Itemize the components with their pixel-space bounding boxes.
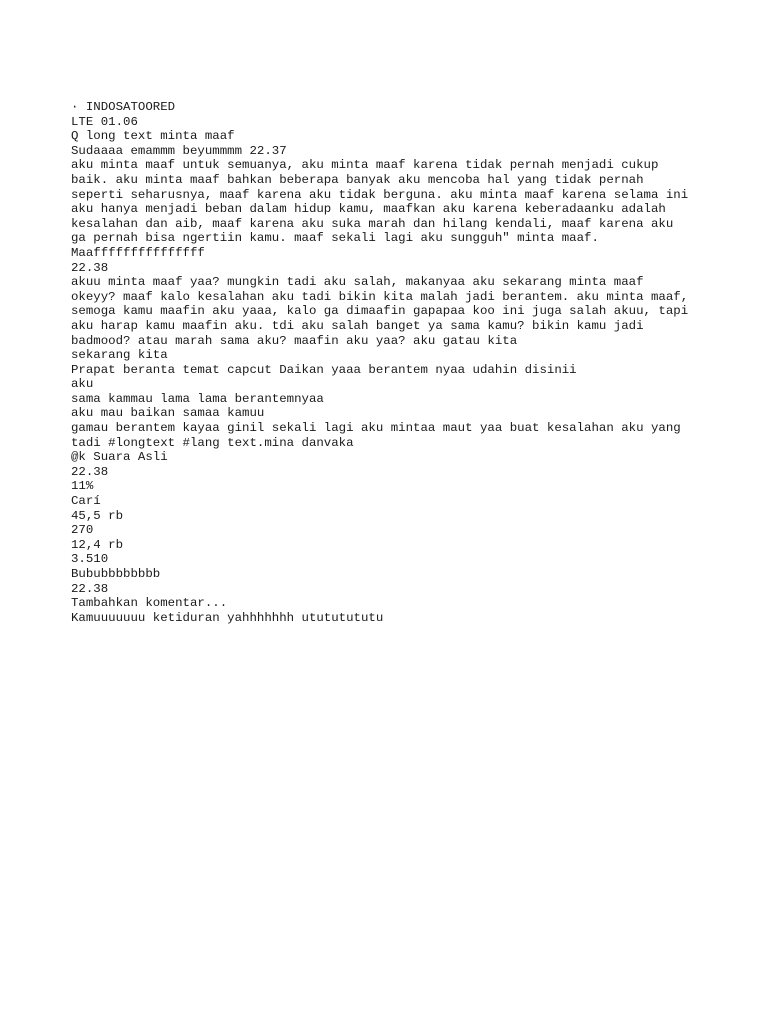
search-button[interactable]: Carí: [71, 494, 101, 509]
comment-body-line: aku minta maaf untuk semuanya, aku minta maaf karena tidak pernah menjadi cukup: [71, 158, 659, 173]
share-count[interactable]: 3.510: [71, 552, 109, 567]
overlay-text-line: tadi #longtext #lang text.mina danvaka: [71, 435, 354, 450]
battery-level: 11%: [71, 479, 94, 494]
network-time-label: LTE 01.06: [71, 114, 138, 129]
comment-body-line: badmood? atau marah sama aku? maafin aku yaa? aku gatau kita: [71, 333, 518, 348]
comment-body-line: kesalahan dan aib, maaf karena aku suka marah dan hilang kendali, maaf karena aku: [71, 216, 674, 231]
like-count[interactable]: 45,5 rb: [71, 508, 124, 523]
comment-body-line: okeyy? maaf kalo kesalahan aku tadi bikin kita malah jadi berantem. aku minta maaf,: [71, 289, 689, 304]
comment-body-line: aku hanya menjadi beban dalam hidup kamu, maafkan aku karena keberadaanku adalah: [71, 202, 666, 217]
comment-count[interactable]: 270: [71, 523, 94, 538]
reply-time: 22.38: [71, 581, 109, 596]
comment-body-line: baik. aku minta maaf bahkan beberapa banyak aku mencoba hal yang tidak pernah: [71, 172, 644, 187]
comment-body-line: semoga kamu maafin aku yaaa, kalo ga dimaafin gapapaa koo ini juga salah akuu, tapi: [71, 304, 689, 319]
last-comment: Kamuuuuuuu ketiduran yahhhhhhh utututututu: [71, 610, 384, 625]
comment-body-line: akuu minta maaf yaa? mungkin tadi aku salah, makanyaa aku sekarang minta maaf: [71, 275, 644, 290]
search-query[interactable]: Q long text minta maaf: [71, 129, 235, 144]
overlay-text-line: Prapat beranta temat capcut Daikan yaaa berantem nyaa udahin disinii: [71, 362, 577, 377]
overlay-text-line: aku mau baikan samaa kamuu: [71, 406, 265, 421]
overlay-text-line: sama kammau lama lama berantemnyaa: [71, 391, 324, 406]
overlay-text-line: aku: [71, 377, 94, 392]
overlay-text-line: sekarang kita: [71, 348, 168, 363]
comment-time: 22.38: [71, 260, 109, 275]
comment-header: Sudaaaa emammm beyummmm 22.37: [71, 143, 287, 158]
sound-label[interactable]: @k Suara Asli: [71, 450, 168, 465]
comment-input[interactable]: Tambahkan komentar...: [71, 596, 228, 611]
status-time: 22.38: [71, 464, 109, 479]
overlay-text-line: gamau berantem kayaa ginil sekali lagi aku mintaa maut yaa buat kesalahan aku yang: [71, 421, 681, 436]
comment-header: Maafffffffffffffff: [71, 245, 205, 260]
carrier-label: · INDOSATOORED: [71, 100, 176, 114]
comment-body-line: ga pernah bisa ngertiin kamu. maaf sekali lagi aku sungguh" minta maaf.: [71, 231, 599, 246]
save-count[interactable]: 12,4 rb: [71, 537, 124, 552]
ocr-text-page: [71, 100, 711, 625]
comment-body-line: aku harap kamu maafin aku. tdi aku salah banget ya sama kamu? bikin kamu jadi: [71, 318, 644, 333]
reply-author[interactable]: Bububbbbbbbb: [71, 567, 161, 581]
comment-body-line: seperti seharusnya, maaf karena aku tidak berguna. aku minta maaf karena selama ini: [71, 187, 689, 202]
